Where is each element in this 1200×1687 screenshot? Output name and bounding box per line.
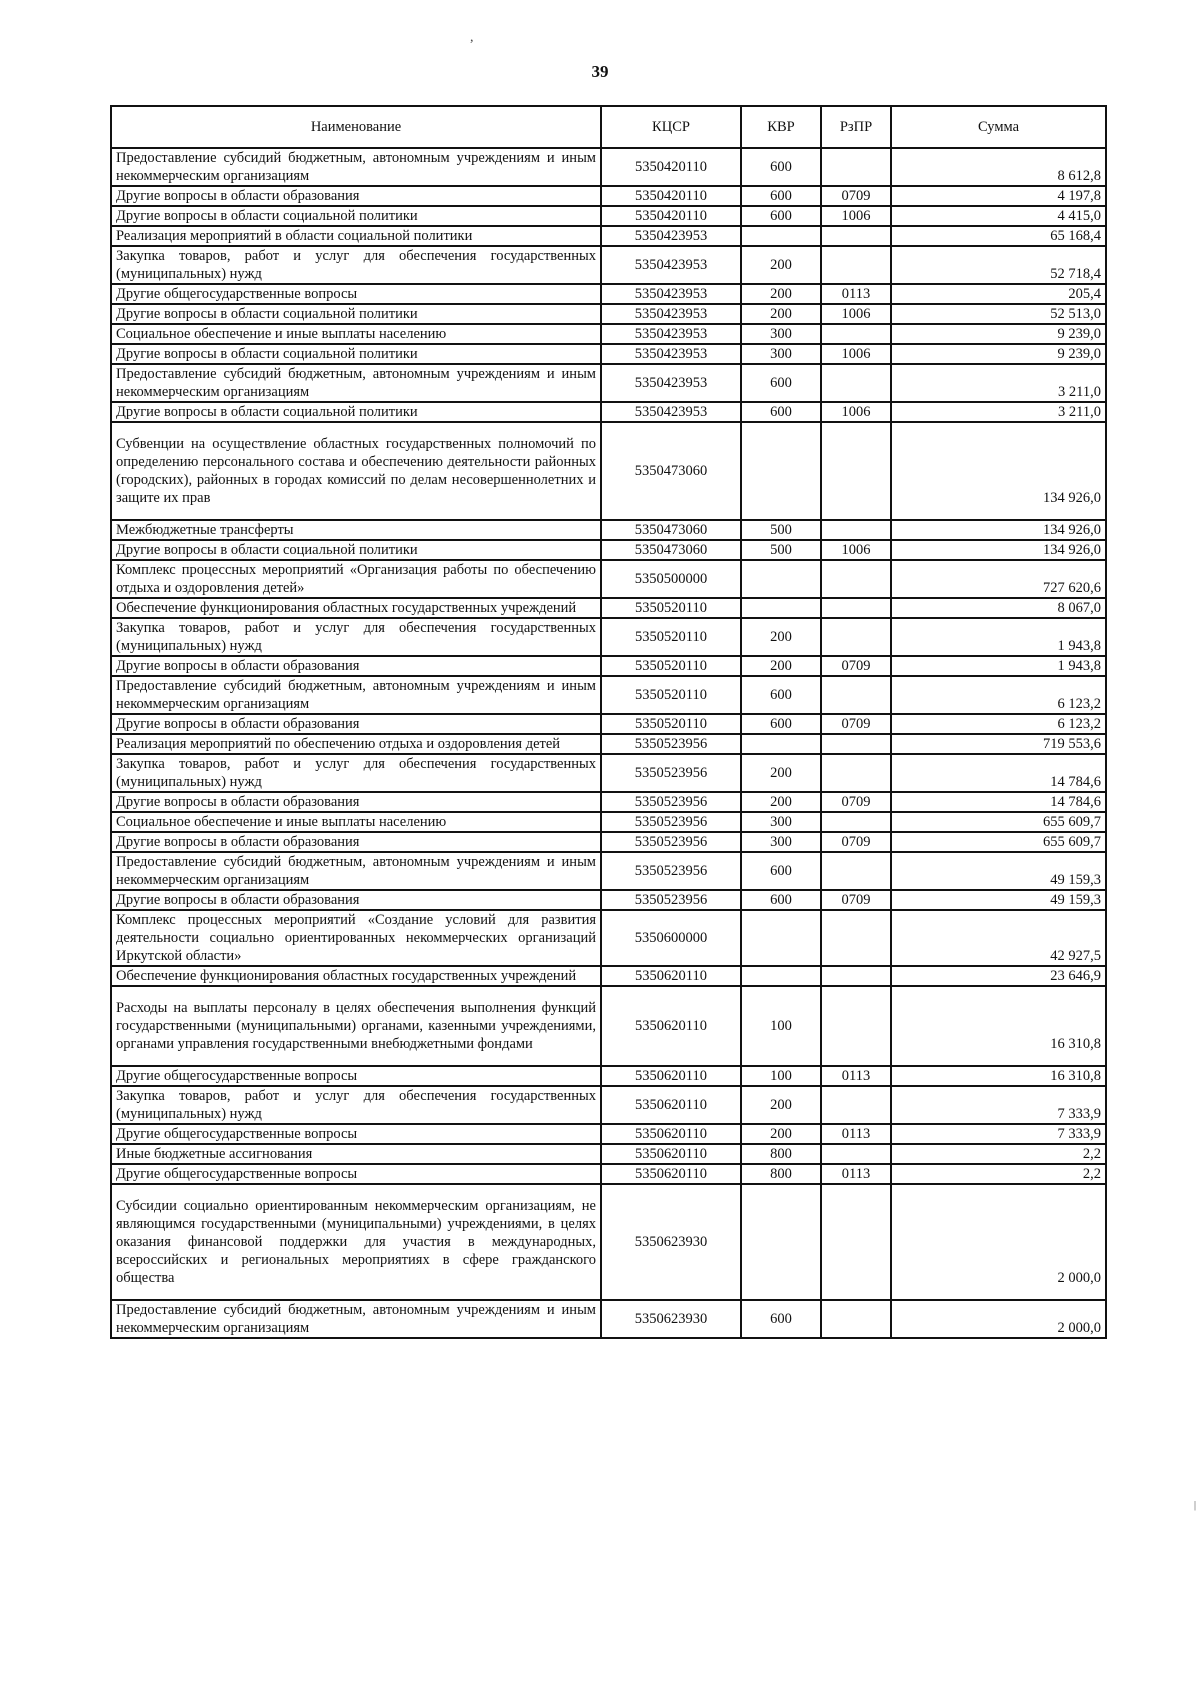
cell-name: Социальное обеспечение и иные выплаты населению: [111, 812, 601, 832]
cell-sum: 49 159,3: [891, 852, 1106, 890]
cell-sum: 655 609,7: [891, 812, 1106, 832]
cell-sum: 16 310,8: [891, 986, 1106, 1066]
cell-sum: 6 123,2: [891, 676, 1106, 714]
cell-sum: 1 943,8: [891, 656, 1106, 676]
table-row: [111, 1066, 1106, 1086]
cell-name: Другие общегосударственные вопросы: [111, 1066, 601, 1086]
cell-rzpr: [821, 986, 891, 1066]
cell-kcsr: 5350520110: [601, 676, 741, 714]
cell-sum: 727 620,6: [891, 560, 1106, 598]
cell-rzpr: [821, 910, 891, 966]
cell-kcsr: 5350620110: [601, 1144, 741, 1164]
cell-rzpr: 0113: [821, 1124, 891, 1144]
cell-kcsr: 5350620110: [601, 1124, 741, 1144]
cell-sum: 7 333,9: [891, 1124, 1106, 1144]
cell-rzpr: [821, 226, 891, 246]
cell-kvr: 300: [741, 812, 821, 832]
table-row: [111, 304, 1106, 324]
cell-name: Субсидии социально ориентированным некоммерческим организациям, не являющимся государственными (муниципальными) учреждениями, в целях оказания финансовой поддержки для участия в международных, всероссийских и региональных мероприятиях в сфере гражданского общества: [111, 1184, 601, 1300]
cell-name: Межбюджетные трансферты: [111, 520, 601, 540]
cell-name: Другие вопросы в области образования: [111, 890, 601, 910]
cell-rzpr: 0709: [821, 186, 891, 206]
cell-sum: 134 926,0: [891, 422, 1106, 520]
cell-rzpr: [821, 364, 891, 402]
cell-sum: 23 646,9: [891, 966, 1106, 986]
cell-name: Другие вопросы в области образования: [111, 832, 601, 852]
table-row: [111, 852, 1106, 890]
cell-kcsr: 5350423953: [601, 402, 741, 422]
cell-kvr: [741, 1184, 821, 1300]
cell-sum: 16 310,8: [891, 1066, 1106, 1086]
header-name: Наименование: [111, 106, 601, 148]
cell-kcsr: 5350620110: [601, 1086, 741, 1124]
budget-table: [110, 105, 1107, 1339]
cell-kcsr: 5350473060: [601, 422, 741, 520]
cell-kcsr: 5350523956: [601, 832, 741, 852]
cell-kcsr: 5350473060: [601, 540, 741, 560]
table-row: [111, 598, 1106, 618]
cell-rzpr: [821, 1184, 891, 1300]
cell-rzpr: [821, 324, 891, 344]
cell-name: Закупка товаров, работ и услуг для обеспечения государственных (муниципальных) нужд: [111, 1086, 601, 1124]
cell-rzpr: [821, 1086, 891, 1124]
cell-sum: 134 926,0: [891, 540, 1106, 560]
cell-rzpr: 0113: [821, 1066, 891, 1086]
cell-kcsr: 5350420110: [601, 186, 741, 206]
cell-rzpr: [821, 618, 891, 656]
cell-rzpr: [821, 1300, 891, 1338]
table-row: [111, 1086, 1106, 1124]
cell-kvr: [741, 422, 821, 520]
cell-rzpr: [821, 812, 891, 832]
cell-name: Предоставление субсидий бюджетным, автономным учреждениям и иным некоммерческим организациям: [111, 1300, 601, 1338]
cell-kvr: 200: [741, 754, 821, 792]
cell-kvr: 600: [741, 714, 821, 734]
cell-kcsr: 5350520110: [601, 618, 741, 656]
cell-sum: 1 943,8: [891, 618, 1106, 656]
cell-kvr: [741, 966, 821, 986]
cell-sum: 9 239,0: [891, 324, 1106, 344]
cell-kvr: 200: [741, 618, 821, 656]
cell-sum: 52 718,4: [891, 246, 1106, 284]
cell-name: Другие общегосударственные вопросы: [111, 1164, 601, 1184]
cell-rzpr: [821, 1144, 891, 1164]
cell-sum: 205,4: [891, 284, 1106, 304]
cell-kcsr: 5350523956: [601, 792, 741, 812]
cell-kcsr: 5350520110: [601, 656, 741, 676]
cell-kvr: 200: [741, 1124, 821, 1144]
cell-rzpr: 0113: [821, 1164, 891, 1184]
cell-kvr: 300: [741, 344, 821, 364]
cell-sum: 2 000,0: [891, 1300, 1106, 1338]
cell-name: Реализация мероприятий в области социальной политики: [111, 226, 601, 246]
cell-name: Реализация мероприятий по обеспечению отдыха и оздоровления детей: [111, 734, 601, 754]
cell-kcsr: 5350500000: [601, 560, 741, 598]
cell-kcsr: 5350523956: [601, 890, 741, 910]
header-kcsr: КЦСР: [601, 106, 741, 148]
cell-name: Другие вопросы в области социальной политики: [111, 540, 601, 560]
cell-kvr: [741, 598, 821, 618]
cell-kvr: 800: [741, 1164, 821, 1184]
table-row: [111, 812, 1106, 832]
cell-rzpr: [821, 560, 891, 598]
cell-rzpr: 0709: [821, 832, 891, 852]
cell-rzpr: [821, 246, 891, 284]
cell-kcsr: 5350523956: [601, 734, 741, 754]
cell-sum: 655 609,7: [891, 832, 1106, 852]
cell-kcsr: 5350423953: [601, 246, 741, 284]
cell-sum: 6 123,2: [891, 714, 1106, 734]
cell-rzpr: 1006: [821, 344, 891, 364]
cell-rzpr: 1006: [821, 540, 891, 560]
cell-sum: 3 211,0: [891, 402, 1106, 422]
cell-kcsr: 5350420110: [601, 148, 741, 186]
cell-kvr: 100: [741, 1066, 821, 1086]
cell-name: Закупка товаров, работ и услуг для обеспечения государственных (муниципальных) нужд: [111, 754, 601, 792]
cell-kvr: 200: [741, 656, 821, 676]
table-row: [111, 986, 1106, 1066]
table-row: [111, 520, 1106, 540]
cell-kvr: 600: [741, 1300, 821, 1338]
cell-kvr: 600: [741, 364, 821, 402]
cell-kcsr: 5350473060: [601, 520, 741, 540]
table-row: [111, 344, 1106, 364]
cell-sum: 4 197,8: [891, 186, 1106, 206]
cell-kcsr: 5350423953: [601, 364, 741, 402]
cell-kcsr: 5350620110: [601, 1164, 741, 1184]
cell-kcsr: 5350423953: [601, 284, 741, 304]
cell-sum: 8 067,0: [891, 598, 1106, 618]
cell-sum: 8 612,8: [891, 148, 1106, 186]
table-row: [111, 734, 1106, 754]
cell-name: Субвенции на осуществление областных государственных полномочий по определению персонального состава и обеспечению деятельности районных (городских), районных в городах комиссий по делам несовершеннолетних и защите их прав: [111, 422, 601, 520]
cell-sum: 9 239,0: [891, 344, 1106, 364]
cell-rzpr: 1006: [821, 206, 891, 226]
cell-name: Предоставление субсидий бюджетным, автономным учреждениям и иным некоммерческим организациям: [111, 364, 601, 402]
table-row: [111, 560, 1106, 598]
cell-name: Обеспечение функционирования областных государственных учреждений: [111, 966, 601, 986]
table-row: [111, 890, 1106, 910]
cell-rzpr: [821, 852, 891, 890]
cell-sum: 2,2: [891, 1144, 1106, 1164]
cell-kvr: 300: [741, 832, 821, 852]
table-header-row: [111, 106, 1106, 148]
cell-kcsr: 5350620110: [601, 986, 741, 1066]
cell-kcsr: 5350623930: [601, 1184, 741, 1300]
table-row: [111, 1144, 1106, 1164]
cell-name: Обеспечение функционирования областных государственных учреждений: [111, 598, 601, 618]
table-row: [111, 1300, 1106, 1338]
cell-sum: 14 784,6: [891, 754, 1106, 792]
table-row: [111, 422, 1106, 520]
table-row: [111, 656, 1106, 676]
cell-kvr: 500: [741, 540, 821, 560]
header-sum: Сумма: [891, 106, 1106, 148]
cell-sum: 7 333,9: [891, 1086, 1106, 1124]
cell-name: Социальное обеспечение и иные выплаты населению: [111, 324, 601, 344]
cell-kvr: [741, 910, 821, 966]
cell-rzpr: 1006: [821, 402, 891, 422]
cell-kcsr: 5350523956: [601, 812, 741, 832]
cell-sum: 49 159,3: [891, 890, 1106, 910]
table-row: [111, 676, 1106, 714]
cell-kvr: 800: [741, 1144, 821, 1164]
cell-kvr: 200: [741, 792, 821, 812]
cell-name: Предоставление субсидий бюджетным, автономным учреждениям и иным некоммерческим организациям: [111, 148, 601, 186]
cell-kvr: 600: [741, 186, 821, 206]
cell-kvr: 200: [741, 246, 821, 284]
table-row: [111, 1184, 1106, 1300]
table-row: [111, 148, 1106, 186]
cell-rzpr: 0709: [821, 656, 891, 676]
cell-rzpr: [821, 520, 891, 540]
table-row: [111, 1164, 1106, 1184]
cell-kcsr: 5350423953: [601, 324, 741, 344]
cell-sum: 2,2: [891, 1164, 1106, 1184]
cell-kcsr: 5350523956: [601, 852, 741, 890]
cell-name: Другие вопросы в области социальной политики: [111, 304, 601, 324]
cell-kvr: 200: [741, 1086, 821, 1124]
table-row: [111, 714, 1106, 734]
cell-kcsr: 5350523956: [601, 754, 741, 792]
cell-kcsr: 5350520110: [601, 714, 741, 734]
header-rzpr: РзПР: [821, 106, 891, 148]
scan-mark: ,: [470, 30, 474, 45]
cell-kvr: 500: [741, 520, 821, 540]
cell-rzpr: [821, 676, 891, 714]
table-row: [111, 324, 1106, 344]
cell-kvr: 100: [741, 986, 821, 1066]
cell-name: Комплекс процессных мероприятий «Организация работы по обеспечению отдыха и оздоровления детей»: [111, 560, 601, 598]
cell-kcsr: 5350620110: [601, 966, 741, 986]
cell-kcsr: 5350620110: [601, 1066, 741, 1086]
table-row: [111, 832, 1106, 852]
cell-kcsr: 5350623930: [601, 1300, 741, 1338]
cell-rzpr: [821, 754, 891, 792]
cell-name: Другие вопросы в области образования: [111, 656, 601, 676]
cell-kcsr: 5350423953: [601, 304, 741, 324]
cell-sum: 14 784,6: [891, 792, 1106, 812]
table-row: [111, 246, 1106, 284]
table-row: [111, 792, 1106, 812]
cell-sum: 65 168,4: [891, 226, 1106, 246]
cell-sum: 42 927,5: [891, 910, 1106, 966]
cell-sum: 134 926,0: [891, 520, 1106, 540]
cell-rzpr: [821, 966, 891, 986]
cell-rzpr: [821, 148, 891, 186]
cell-name: Другие вопросы в области образования: [111, 714, 601, 734]
table-row: [111, 618, 1106, 656]
table-row: [111, 364, 1106, 402]
cell-kvr: 600: [741, 206, 821, 226]
cell-rzpr: [821, 422, 891, 520]
cell-rzpr: 0113: [821, 284, 891, 304]
cell-name: Предоставление субсидий бюджетным, автономным учреждениям и иным некоммерческим организациям: [111, 852, 601, 890]
cell-name: Другие вопросы в области социальной политики: [111, 206, 601, 226]
cell-kcsr: 5350600000: [601, 910, 741, 966]
cell-name: Иные бюджетные ассигнования: [111, 1144, 601, 1164]
cell-kvr: 300: [741, 324, 821, 344]
cell-rzpr: [821, 734, 891, 754]
cell-rzpr: 0709: [821, 714, 891, 734]
table-row: [111, 754, 1106, 792]
cell-kcsr: 5350423953: [601, 344, 741, 364]
cell-kcsr: 5350520110: [601, 598, 741, 618]
cell-rzpr: [821, 598, 891, 618]
cell-name: Закупка товаров, работ и услуг для обеспечения государственных (муниципальных) нужд: [111, 618, 601, 656]
cell-sum: 2 000,0: [891, 1184, 1106, 1300]
cell-kvr: 600: [741, 676, 821, 714]
cell-kvr: [741, 560, 821, 598]
cell-sum: 52 513,0: [891, 304, 1106, 324]
cell-rzpr: 0709: [821, 890, 891, 910]
table-row: [111, 402, 1106, 422]
table-row: [111, 186, 1106, 206]
cell-name: Другие общегосударственные вопросы: [111, 284, 601, 304]
table-row: [111, 966, 1106, 986]
cell-name: Расходы на выплаты персоналу в целях обеспечения выполнения функций государственными (муниципальными) органами, казенными учреждениями, органами управления государственными внебюджетными фондами: [111, 986, 601, 1066]
cell-name: Комплекс процессных мероприятий «Создание условий для развития деятельности социально ориентированных некоммерческих организаций Иркутской области»: [111, 910, 601, 966]
table-row: [111, 910, 1106, 966]
cell-name: Другие вопросы в области образования: [111, 186, 601, 206]
table-row: [111, 1124, 1106, 1144]
cell-kcsr: 5350420110: [601, 206, 741, 226]
cell-name: Предоставление субсидий бюджетным, автономным учреждениям и иным некоммерческим организациям: [111, 676, 601, 714]
cell-name: Закупка товаров, работ и услуг для обеспечения государственных (муниципальных) нужд: [111, 246, 601, 284]
cell-kvr: 600: [741, 890, 821, 910]
cell-rzpr: 0709: [821, 792, 891, 812]
table-row: [111, 284, 1106, 304]
cell-kvr: 600: [741, 402, 821, 422]
table-body: [111, 148, 1106, 1338]
cell-kvr: 600: [741, 852, 821, 890]
cell-sum: 4 415,0: [891, 206, 1106, 226]
table-row: [111, 226, 1106, 246]
header-kvr: КВР: [741, 106, 821, 148]
table-row: [111, 540, 1106, 560]
cell-kvr: [741, 734, 821, 754]
cell-kcsr: 5350423953: [601, 226, 741, 246]
table-row: [111, 206, 1106, 226]
cell-sum: 719 553,6: [891, 734, 1106, 754]
cell-name: Другие вопросы в области социальной политики: [111, 402, 601, 422]
cell-name: Другие общегосударственные вопросы: [111, 1124, 601, 1144]
scan-mark: |: [1194, 1500, 1197, 1511]
cell-name: Другие вопросы в области образования: [111, 792, 601, 812]
cell-kvr: 600: [741, 148, 821, 186]
cell-name: Другие вопросы в области социальной политики: [111, 344, 601, 364]
cell-kvr: [741, 226, 821, 246]
cell-kvr: 200: [741, 284, 821, 304]
page-number: 39: [591, 62, 609, 81]
cell-sum: 3 211,0: [891, 364, 1106, 402]
cell-rzpr: 1006: [821, 304, 891, 324]
cell-kvr: 200: [741, 304, 821, 324]
